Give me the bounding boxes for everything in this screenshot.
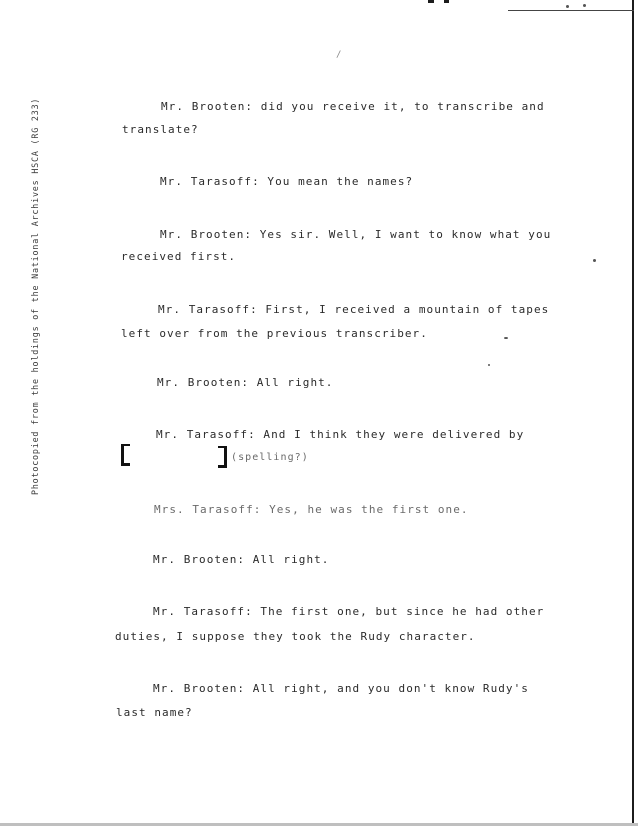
transcript-line: Mr. Brooten: All right. (153, 553, 330, 566)
redaction-bracket-left (121, 444, 130, 466)
transcript-line: Mr. Tarasoff: First, I received a mountain of tapes (158, 303, 550, 316)
page-mark: / (336, 50, 342, 60)
transcript-line: received first. (121, 250, 237, 263)
transcript-line: Mr. Tarasoff: And I think they were delivered by (156, 428, 525, 441)
top-edge-mark (428, 0, 434, 3)
transcript-line: Mr. Brooten: did you receive it, to transcribe and (161, 100, 545, 113)
archive-margin-note: Photocopied from the holdings of the National Archives HSCA (RG 233) (30, 97, 40, 495)
transcript-line: Mr. Tarasoff: You mean the names? (160, 175, 414, 188)
transcript-line: left over from the previous transcriber. (121, 327, 428, 340)
speck (488, 364, 490, 366)
speck (504, 337, 508, 339)
speck (583, 4, 586, 7)
top-edge-mark (444, 0, 449, 3)
transcript-line: Mr. Tarasoff: The first one, but since he had other (153, 605, 545, 618)
redaction-bracket-right (218, 446, 227, 468)
transcript-line: (spelling?) (231, 452, 309, 463)
speck (566, 5, 569, 8)
page-right-edge (632, 0, 634, 826)
transcript-line: Mr. Brooten: All right, and you don't know Rudy's (153, 682, 529, 695)
transcript-line: Mrs. Tarasoff: Yes, he was the first one. (154, 503, 469, 516)
transcript-line: translate? (122, 123, 199, 136)
transcript-line: Mr. Brooten: All right. (157, 376, 334, 389)
transcript-line: Mr. Brooten: Yes sir. Well, I want to know what you (160, 228, 552, 241)
top-right-rule (508, 10, 634, 11)
speck (593, 259, 596, 262)
transcript-line: duties, I suppose they took the Rudy character. (115, 630, 476, 643)
transcript-line: last name? (116, 706, 193, 719)
